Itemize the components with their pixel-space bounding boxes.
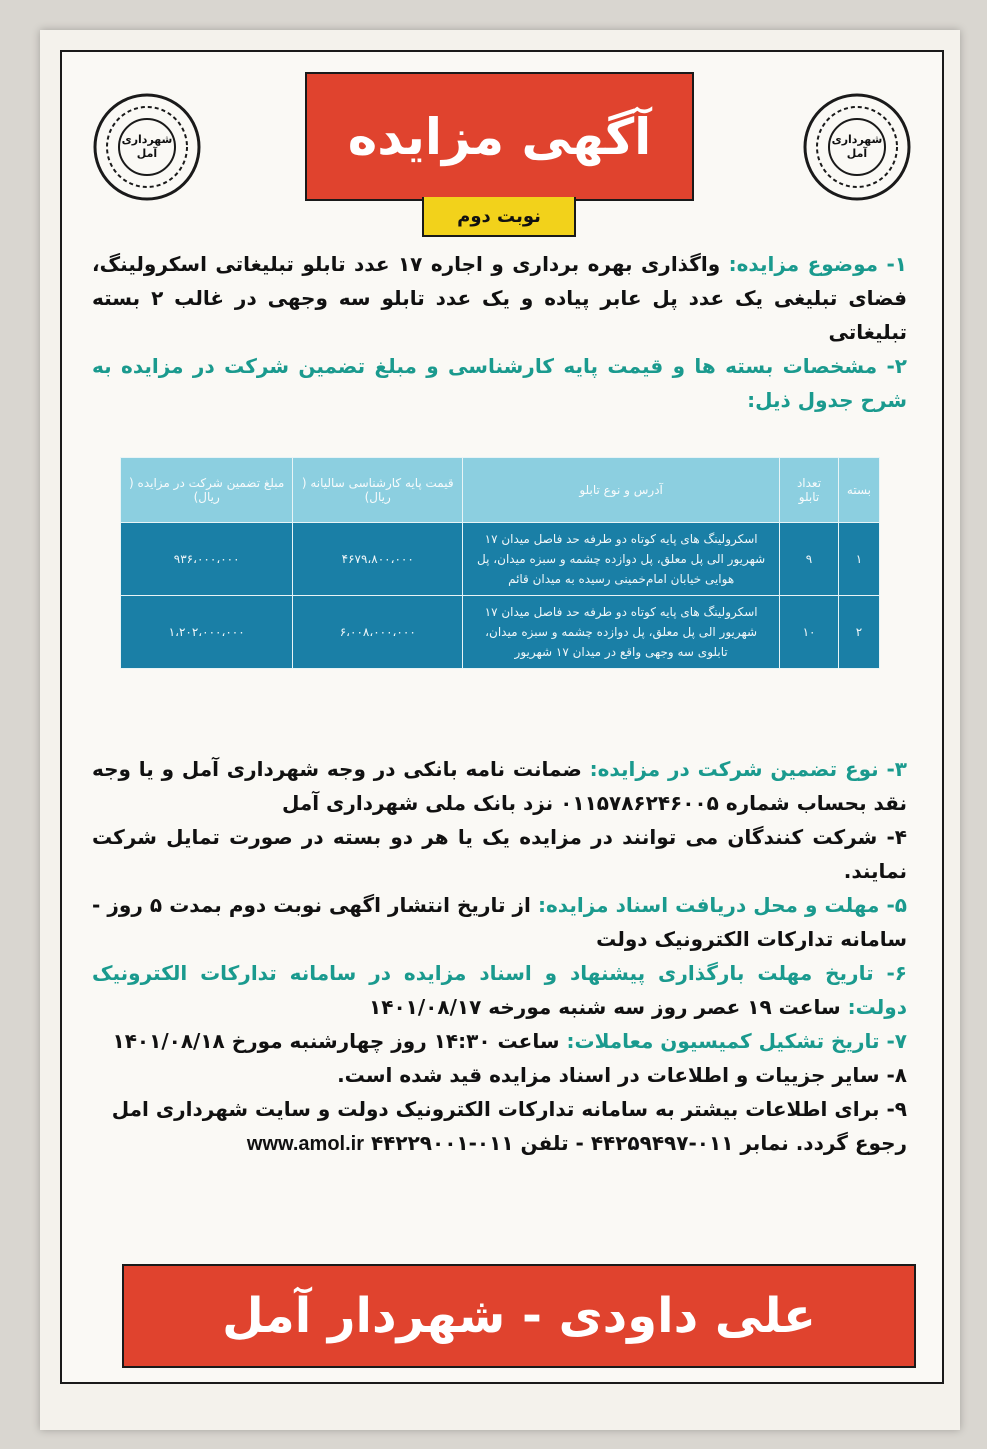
item-title: ۵- مهلت و محل دریافت اسناد مزایده: — [538, 893, 908, 917]
item-text: ساعت ۱۹ عصر روز سه شنبه مورخه ۱۴۰۱/۰۸/۱۷ — [369, 995, 841, 1019]
cell-count: ۱۰ — [780, 596, 839, 669]
contact-text: رجوع گردد. نمابر ۰۱۱-۴۴۲۵۹۴۹۷ - تلفن ۰۱۱-۴۴۲۲۹۰۰۱ — [370, 1131, 907, 1155]
item-3 — [92, 752, 907, 820]
item-text: ضمانت نامه بانکی در وجه شهرداری آمل و یا وجه نقد بحساب شماره ۰۱۱۵۷۸۶۲۴۶۰۰۵ نزد بانک ملی شهرداری آمل — [92, 757, 907, 815]
mayor-signature: علی داودی - شهردار آمل — [222, 1288, 816, 1344]
page-title: آگهی مزایده — [347, 107, 652, 166]
item-8 — [92, 1058, 907, 1092]
table-row — [121, 523, 880, 596]
item-title: ۲- مشخصات بسته ها و قیمت پایه کارشناسی و مبلغ تضمین شرکت در مزایده به شرح جدول ذیل: — [92, 354, 907, 412]
item-6 — [92, 956, 907, 1024]
item-title: ۱- موضوع مزایده: — [728, 252, 908, 276]
bundles-table — [120, 457, 880, 669]
item-title: ۳- نوع تضمین شرکت در مزایده: — [589, 757, 907, 781]
col-bundle: بسته — [838, 458, 879, 523]
cell-address: اسکرولینگ های پایه کوتاه دو طرفه حد فاصل میدان ۱۷ شهریور الی پل معلق، پل دوازده چشمه و سبزه میدان، تابلوی سه وجهی واقع در میدان ۱۷ شهریور — [463, 596, 780, 669]
item-4 — [92, 820, 907, 888]
table-header-row — [121, 458, 880, 523]
logo-line1: شهرداری — [121, 132, 173, 146]
cell-address: اسکرولینگ های پایه کوتاه دو طرفه حد فاصل میدان ۱۷ شهریور الی پل معلق، پل دوازده چشمه و سبزه میدان، پل هوایی خیابان امام‌خمینی رسیده به میدان قائم — [463, 523, 780, 596]
item-text: ۸- سایر جزییات و اطلاعات در اسناد مزایده قید شده است. — [337, 1063, 907, 1087]
col-guarantee: مبلغ تضمین شرکت در مزایده ( ریال) — [121, 458, 293, 523]
item-2 — [92, 349, 907, 417]
col-address: آدرس و نوع تابلو — [463, 458, 780, 523]
cell-base-price: ۴۶۷۹،۸۰۰،۰۰۰ — [293, 523, 463, 596]
col-count: تعداد تابلو — [780, 458, 839, 523]
cell-count: ۹ — [780, 523, 839, 596]
cell-guarantee: ۱،۲۰۲،۰۰۰،۰۰۰ — [121, 596, 293, 669]
municipality-logo — [802, 92, 912, 202]
cell-guarantee: ۹۳۶،۰۰۰،۰۰۰ — [121, 523, 293, 596]
logo-label — [802, 92, 912, 202]
cell-bundle: ۱ — [838, 523, 879, 596]
auction-advertisement — [60, 50, 944, 1384]
auction-items-lower — [92, 752, 907, 1161]
table-row — [121, 596, 880, 669]
item-title: ۶- تاریخ مهلت بارگذاری پیشنهاد و اسناد مزایده در سامانه تدارکات الکترونیک دولت: — [92, 961, 907, 1019]
logo-label — [92, 92, 202, 202]
item-text: ۴- شرکت کنندگان می توانند در مزایده یک یا هر دو بسته در صورت تمایل شرکت نمایند. — [92, 825, 907, 883]
round-badge: نوبت دوم — [422, 197, 576, 237]
item-9 — [92, 1092, 907, 1126]
website-link[interactable]: www.amol.ir — [246, 1133, 364, 1155]
item-7 — [92, 1024, 907, 1058]
auction-items-upper — [92, 247, 907, 417]
logo-line1: شهرداری — [831, 132, 883, 146]
col-base-price: قیمت پایه کارشناسی سالیانه ( ریال) — [293, 458, 463, 523]
item-title: ۷- تاریخ تشکیل کمیسیون معاملات: — [566, 1029, 907, 1053]
item-text: از تاریخ انتشار اگهی نوبت دوم بمدت ۵ روز - سامانه تدارکات الکترونیک دولت — [92, 893, 907, 951]
item-text: ساعت ۱۴:۳۰ روز چهارشنبه مورخ ۱۴۰۱/۰۸/۱۸ — [112, 1029, 560, 1053]
title-banner — [305, 72, 694, 201]
cell-bundle: ۲ — [838, 596, 879, 669]
logo-line2: آمل — [846, 147, 868, 160]
item-1 — [92, 247, 907, 349]
cell-base-price: ۶،۰۰۸،۰۰۰،۰۰۰ — [293, 596, 463, 669]
signature-banner — [122, 1264, 916, 1368]
contact-line — [92, 1126, 907, 1161]
item-5 — [92, 888, 907, 956]
item-text: واگذاری بهره برداری و اجاره ۱۷ عدد تابلو تبلیغاتی اسکرولینگ، فضای تبلیغی یک عدد پل عابر پیاده و یک عدد تابلو سه وجهی در غالب ۲ بسته تبلیغاتی — [92, 252, 907, 344]
item-text: ۹- برای اطلاعات بیشتر به سامانه تدارکات الکترونیک دولت و سایت شهرداری امل — [111, 1097, 907, 1121]
municipality-logo — [92, 92, 202, 202]
logo-line2: آمل — [136, 147, 158, 160]
